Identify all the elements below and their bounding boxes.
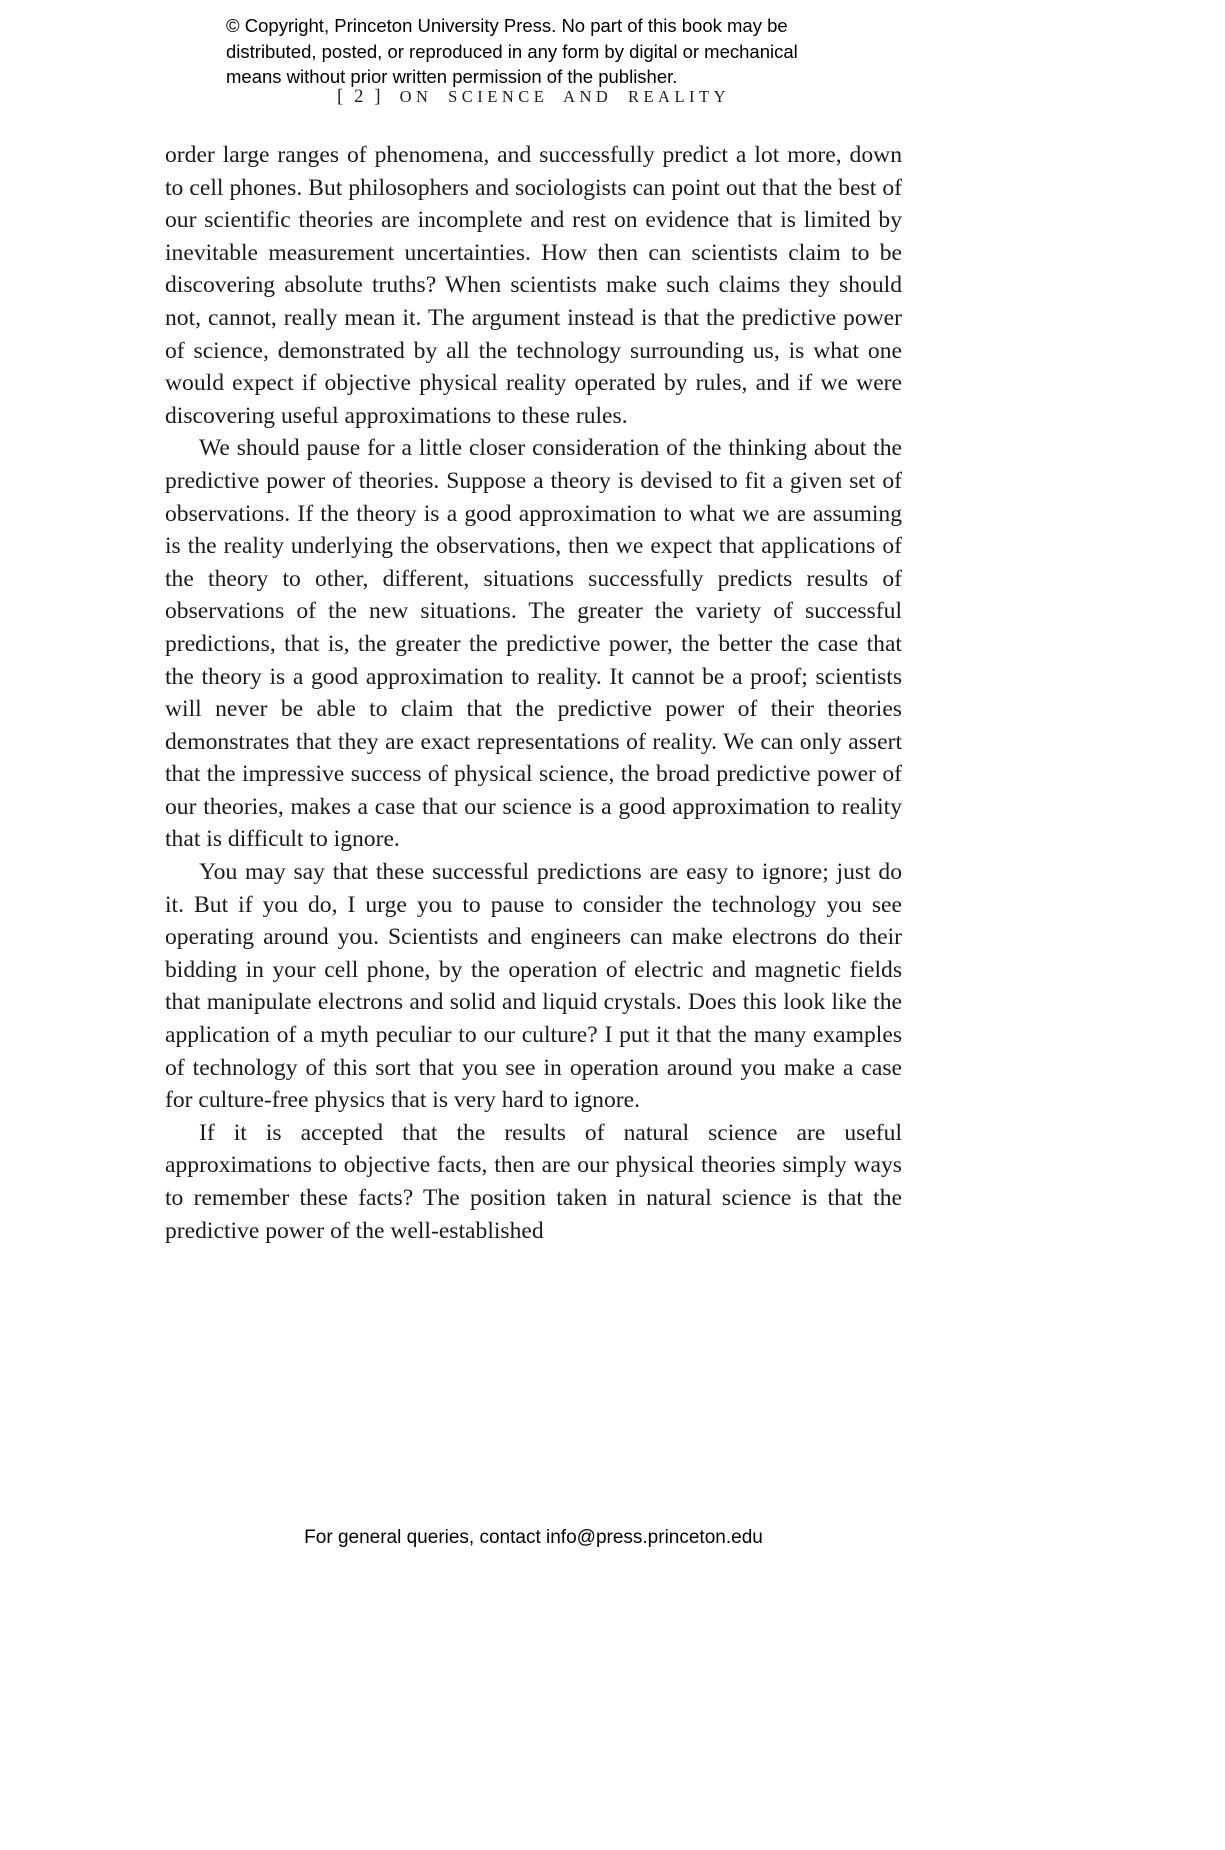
page-number: [ 2 ] <box>336 86 384 107</box>
copyright-line: means without prior written permission of the publisher. <box>226 66 678 87</box>
running-head <box>165 86 902 108</box>
copyright-notice <box>226 13 798 90</box>
paragraph: We should pause for a little closer consideration of the thinking about the predictive power of theories. Suppose a theory is devised to fit a given set of observations. If the theory is a good approximation to what we are assuming is the reality underlying the observations, then we expect that applications of the theory to other, different, situations successfully predicts results of observations of the new situations. The greater the variety of successful predictions, that is, the greater the predictive power, the better the case that the theory is a good approximation to reality. It cannot be a proof; scientists will never be able to claim that the predictive power of their theories demonstrates that they are exact representations of reality. We can only assert that the impressive success of physical science, the broad predictive power of our theories, makes a case that our science is a good approximation to reality that is difficult to ignore. <box>165 435 902 853</box>
paragraph: order large ranges of phenomena, and successfully predict a lot more, down to cell phones. But philosophers and sociologists can point out that the best of our scientific theories are incomplete and rest on evidence that is limited by inevitable measurement uncertainties. How then can scientists claim to be discovering absolute truths? When scientists make such claims they should not, cannot, really mean it. The argument instead is that the predictive power of science, demonstrated by all the technology surrounding us, is what one would expect if objective physical reality operated by rules, and if we were discovering useful approximations to these rules. <box>165 142 902 429</box>
copyright-line: distributed, posted, or reproduced in any form by digital or mechanical <box>226 40 798 62</box>
body-text <box>165 139 902 1247</box>
footer-contact: For general queries, contact info@press.princeton.edu <box>304 1527 763 1548</box>
copyright-line: © Copyright, Princeton University Press. No part of this book may be <box>226 15 788 36</box>
paragraph: You may say that these successful predictions are easy to ignore; just do it. But if you do, I urge you to pause to consider the technology you see operating around you. Scientists and engineers can make electrons do their bidding in your cell phone, by the operation of electric and magnetic fields that manipulate electrons and solid and liquid crystals. Does this look like the application of a myth peculiar to our culture? I put it that the many examples of technology of this sort that you see in operation around you make a case for culture-free physics that is very hard to ignore. <box>165 859 902 1114</box>
paragraph: If it is accepted that the results of natural science are useful approximations to objective facts, then are our physical theories simply ways to remember these facts? The position taken in natural science is that the predictive power of the well-established <box>165 1119 902 1244</box>
chapter-title: ON SCIENCE AND REALITY <box>399 87 731 106</box>
